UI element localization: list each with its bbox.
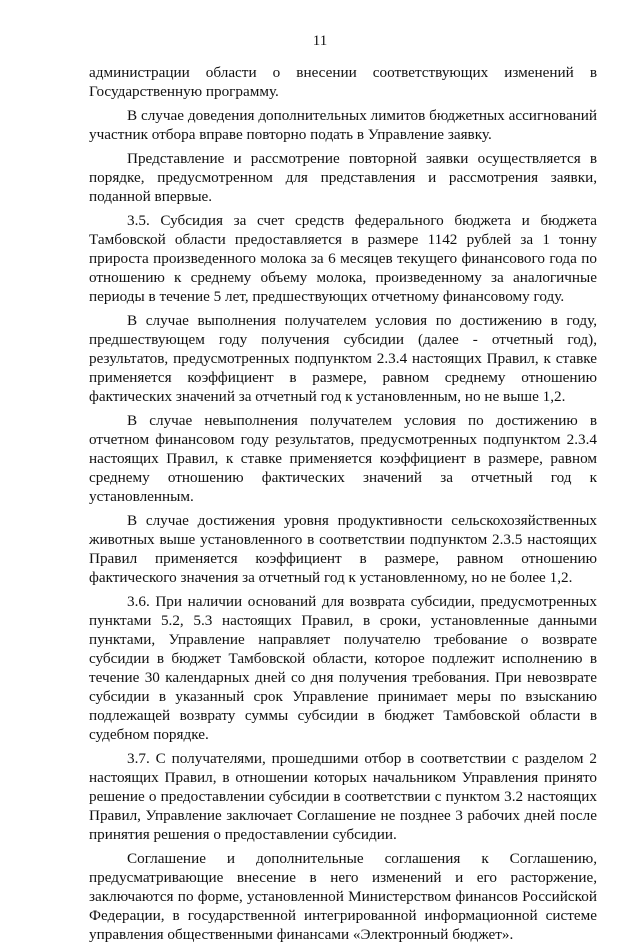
paragraph-productivity-coefficient: В случае достижения уровня продуктивности сельскохозяйственных животных выше установленного в соответствии подпунктом 2.3.5 настоящих Правил применяется коэффициент в размере, равном отношению фактического значения за отчетный год к установленному, но не более 1,2.: [89, 512, 597, 586]
paragraph-additional-limits: В случае доведения дополнительных лимитов бюджетных ассигнований участник отбора вправе повторно подать в Управление заявку.: [89, 107, 597, 143]
paragraph-agreement-form: Соглашение и дополнительные соглашения к Соглашению, предусматривающие внесение в него изменений и его расторжение, заключаются по форме, установленной Министерством финансов Российской Федерации, в государственной интегрированной информационной системе управления общественными финансами «Электронный бюджет».: [89, 850, 597, 943]
paragraph-clause-3-7: 3.7. С получателями, прошедшими отбор в соответствии с разделом 2 настоящих Правил, в отношении которых начальником Управления принято решение о предоставлении субсидии в соответствии с пунктом 3.2 настоящих Правил, Управление заключает Соглашение не позднее 3 рабочих дней после принятия решения о предоставлении субсидии.: [89, 750, 597, 843]
paragraph-repeat-application: Представление и рассмотрение повторной заявки осуществляется в порядке, предусмотренном для представления и рассмотрения заявки, поданной впервые.: [89, 150, 597, 205]
paragraph-coefficient-fulfilled: В случае выполнения получателем условия по достижению в году, предшествующем году получения субсидии (далее - отчетный год), результатов, предусмотренных подпунктом 2.3.4 настоящих Правил, к ставке применяется коэффициент в размере, равном среднему отношению фактических значений за отчетный год к установленным, но не выше 1,2.: [89, 312, 597, 405]
page-number: 11: [312, 33, 328, 49]
paragraph-coefficient-not-fulfilled: В случае невыполнения получателем условия по достижению в отчетном финансовом году результатов, предусмотренных подпунктом 2.3.4 настоящих Правил, к ставке применяется коэффициент в размере, равном среднему отношению фактических значений за отчетный год к установленным.: [89, 412, 597, 505]
document-body: [89, 63, 597, 949]
paragraph-clause-3-6: 3.6. При наличии оснований для возврата субсидии, предусмотренных пунктами 5.2, 5.3 настоящих Правил, в сроки, установленные данными пунктами, Управление направляет получателю требование о возврате субсидии в бюджет Тамбовской области, которое подлежит исполнению в течение 30 календарных дней со дня получения требования. При невозврате субсидии в указанный срок Управление принимает меры по взысканию подлежащей возврату суммы субсидии в бюджет Тамбовской области в судебном порядке.: [89, 593, 597, 743]
paragraph-continuation: администрации области о внесении соответствующих изменений в Государственную программу.: [89, 64, 597, 100]
paragraph-clause-3-5: 3.5. Субсидия за счет средств федерального бюджета и бюджета Тамбовской области предоставляется в размере 1142 рублей за 1 тонну прироста произведенного молока за 6 месяцев текущего финансового года по отношению к среднему объему молока, произведенному за аналогичные периоды в течение 5 лет, предшествующих отчетному финансовому году.: [89, 212, 597, 305]
